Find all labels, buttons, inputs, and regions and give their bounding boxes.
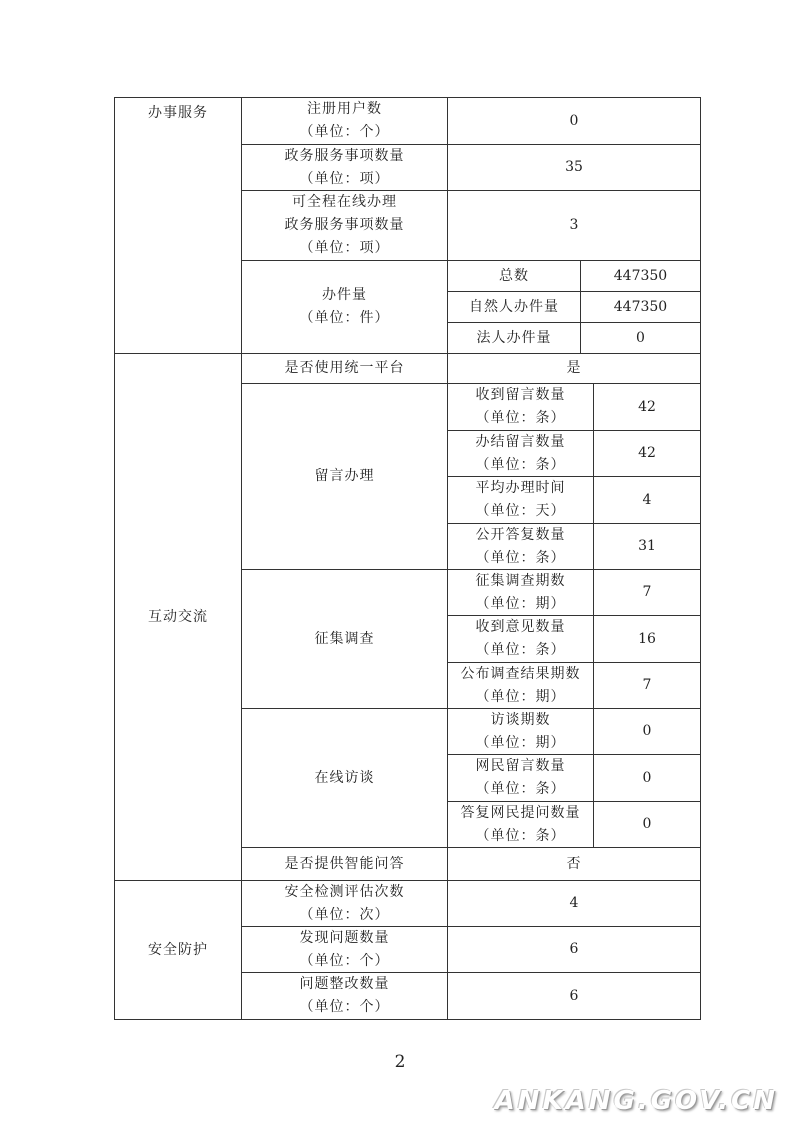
metric-name: 平均办理时间	[475, 480, 566, 496]
unified-platform-label: 是否使用统一平台	[284, 360, 405, 376]
metric-unit: （单位：项）	[299, 170, 390, 187]
survey-periods-label	[448, 570, 593, 615]
metric-name: 访谈期数	[490, 711, 551, 728]
metric-unit: （单位：条）	[475, 642, 566, 658]
interview-periods-value: 0	[642, 723, 652, 739]
metric-name: 公布调查结果期数	[460, 665, 581, 682]
metric-name: 征集调查期数	[475, 572, 566, 589]
registered-users-value: 0	[569, 112, 579, 129]
netizen-messages-value: 0	[642, 769, 652, 786]
metric-name: 问题整改数量	[299, 976, 390, 992]
registered-users-label	[242, 98, 447, 144]
metric-unit: （单位：期）	[475, 734, 566, 751]
messages-handled-label	[448, 431, 593, 476]
metric-unit: （单位：项）	[299, 240, 390, 256]
messages-group-label: 留言办理	[314, 468, 375, 484]
metric-unit: （单位：条）	[475, 549, 566, 566]
opinions-value: 16	[638, 630, 656, 647]
volume-legal-value: 0	[636, 329, 645, 346]
online-items-value: 3	[569, 217, 579, 233]
metric-name: 办件量	[322, 287, 367, 303]
metric-unit: （单位：条）	[475, 410, 566, 426]
metric-unit: （单位：个）	[299, 124, 390, 140]
metric-unit: （单位：条）	[475, 827, 566, 844]
survey-periods-value: 7	[642, 584, 652, 600]
metric-name: 收到留言数量	[475, 387, 566, 403]
volume-total-value: 447350	[613, 267, 668, 284]
volume-natural-value: 447350	[613, 298, 668, 315]
metric-unit: （单位：条）	[475, 456, 566, 473]
metric-name: 发现问题数量	[299, 929, 390, 946]
metric-name: 网民留言数量	[475, 758, 566, 774]
issues-fixed-value: 6	[569, 987, 579, 1004]
metric-name: 安全检测评估次数	[284, 883, 405, 900]
metric-unit: （单位：件）	[299, 310, 390, 326]
issues-found-value: 6	[569, 941, 579, 957]
metric-name: 政务服务事项数量	[284, 147, 405, 164]
metric-name: 收到意见数量	[475, 619, 566, 635]
security-checks-label	[242, 881, 447, 926]
netizen-messages-label	[448, 755, 593, 801]
metric-name: 答复网民提问数量	[460, 804, 581, 821]
surveys-group-label: 征集调查	[314, 630, 375, 647]
service-items-value: 35	[565, 159, 583, 175]
metric-unit: （单位：个）	[299, 952, 390, 969]
metric-unit: （单位：条）	[475, 781, 566, 797]
public-replies-value: 31	[638, 538, 656, 554]
section-label-security: 安全防护	[148, 941, 208, 958]
smart-qa-label: 是否提供智能问答	[284, 855, 405, 872]
metric-name: 政务服务事项数量	[284, 217, 405, 233]
messages-received-label	[448, 384, 593, 430]
public-replies-label	[448, 524, 593, 569]
section-label-service: 办事服务	[148, 105, 208, 121]
metric-name: 公开答复数量	[475, 526, 566, 543]
messages-handled-value: 42	[638, 445, 656, 461]
answered-questions-value: 0	[642, 816, 652, 832]
page-number: 2	[394, 1052, 406, 1072]
metric-unit: （单位：个）	[299, 999, 390, 1015]
unified-platform-value: 是	[566, 360, 582, 376]
metric-unit: （单位：次）	[299, 906, 390, 923]
site-watermark: ANKANG.GOV.CN	[494, 1086, 778, 1116]
table-bottom-border	[114, 1019, 701, 1020]
volume-total-label: 总数	[499, 267, 529, 284]
metric-name: 可全程在线办理	[292, 194, 397, 210]
metric-name: 注册用户数	[307, 101, 382, 117]
section-label-interaction: 互动交流	[148, 608, 208, 625]
messages-received-value: 42	[638, 398, 656, 415]
issues-found-label	[242, 927, 447, 972]
avg-time-value: 4	[642, 491, 652, 508]
online-items-label	[242, 191, 447, 260]
answered-questions-label	[448, 802, 593, 847]
metric-unit: （单位：天）	[475, 503, 566, 519]
metric-name: 办结留言数量	[475, 433, 566, 450]
volume-legal-label: 法人办件量	[476, 329, 552, 346]
service-items-label	[242, 145, 447, 190]
table-right-border	[700, 97, 701, 1020]
volume-natural-label: 自然人办件量	[469, 298, 559, 315]
interview-periods-label	[448, 709, 593, 754]
metric-unit: （单位：期）	[475, 688, 566, 705]
volume-label	[242, 261, 447, 353]
issues-fixed-label	[242, 973, 447, 1019]
interviews-group-label: 在线访谈	[314, 769, 375, 786]
security-checks-value: 4	[569, 895, 579, 911]
avg-time-label	[448, 477, 593, 523]
survey-results-label	[448, 663, 593, 708]
opinions-label	[448, 616, 593, 662]
metric-unit: （单位：期）	[475, 595, 566, 612]
survey-results-value: 7	[642, 677, 652, 693]
smart-qa-value: 否	[566, 855, 582, 872]
